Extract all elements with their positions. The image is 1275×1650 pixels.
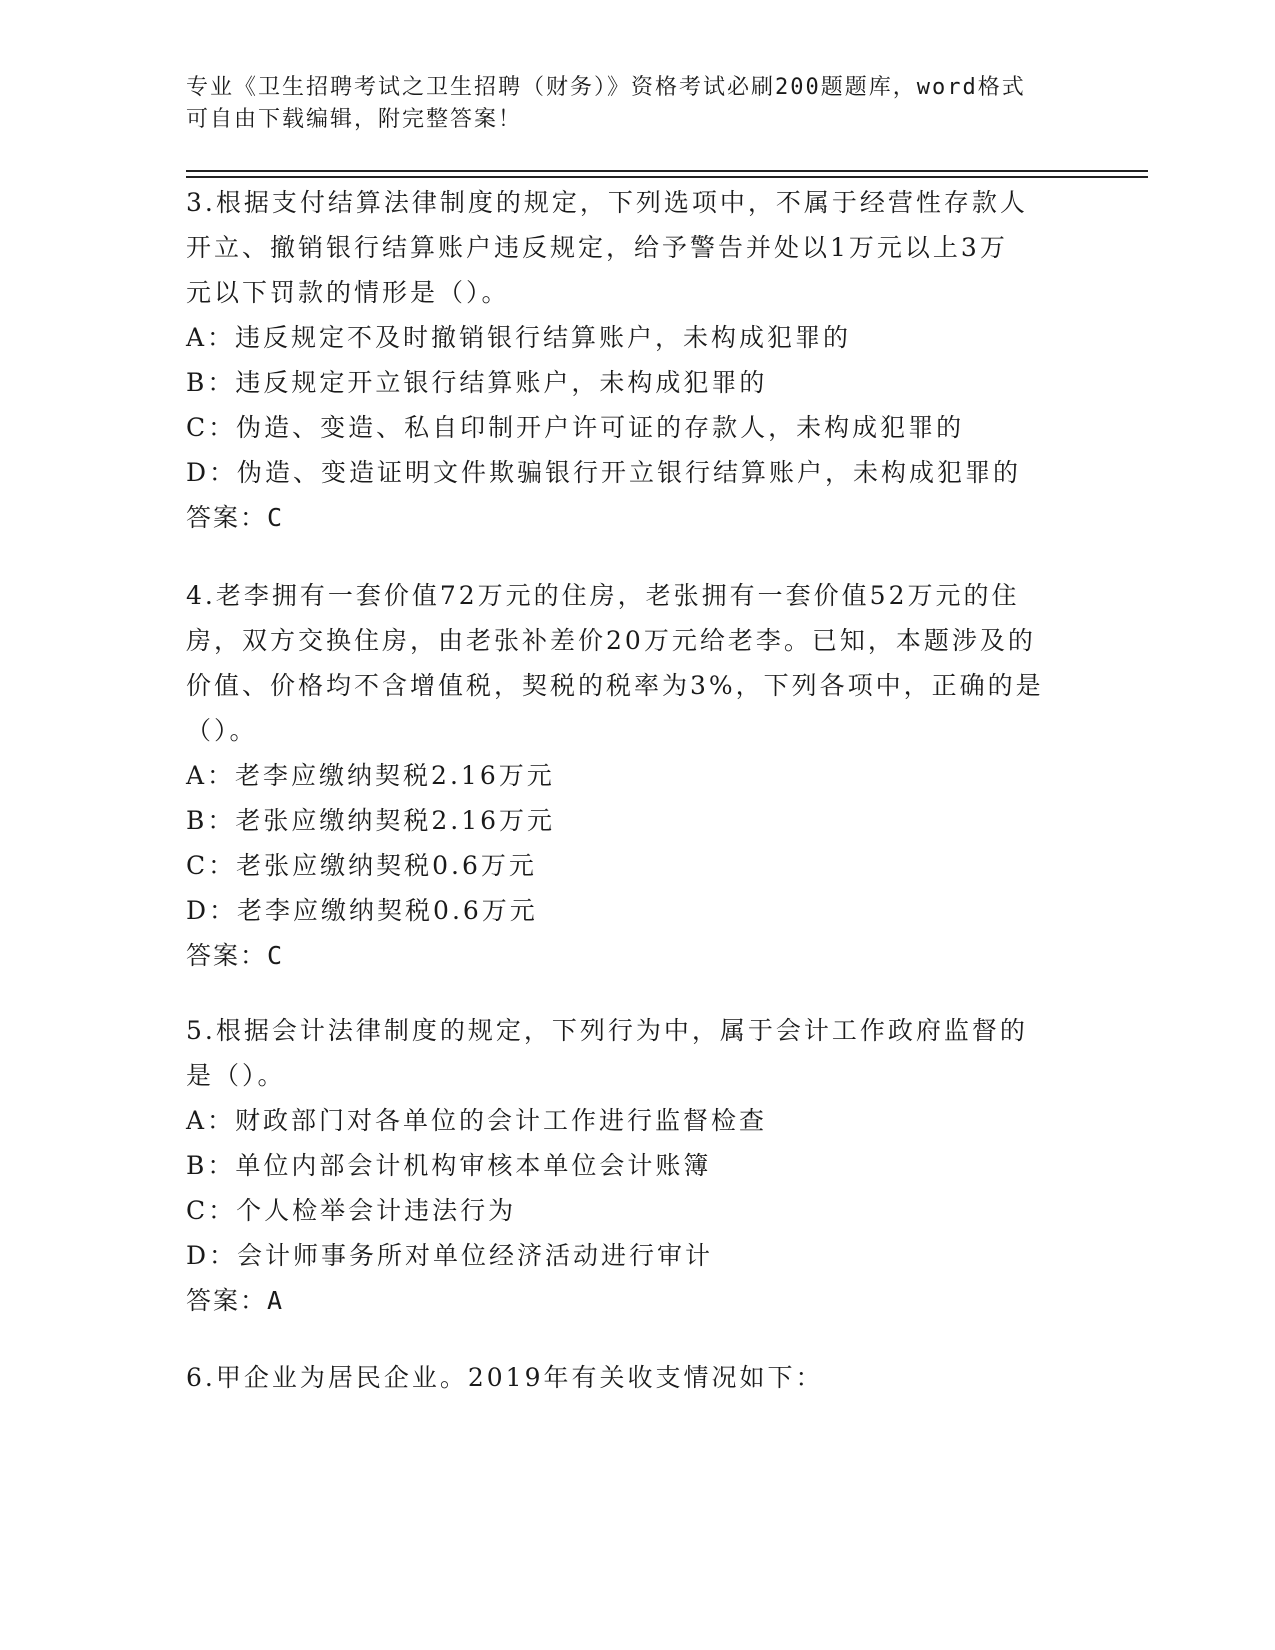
header-title-line-2: 可自由下载编辑，附完整答案！ [186, 107, 523, 132]
question-text-line: 4.老李拥有一套价值72万元的住房，老张拥有一套价值52万元的住 [186, 581, 1020, 610]
question-4 [186, 573, 1066, 978]
question-text-line: （）。 [186, 716, 258, 745]
option-b: B：单位内部会计机构审核本单位会计账簿 [186, 1151, 712, 1180]
question-3 [186, 180, 1066, 540]
option-c: C：伪造、变造、私自印制开户许可证的存款人，未构成犯罪的 [186, 413, 965, 442]
option-a: A：财政部门对各单位的会计工作进行监督检查 [186, 1106, 768, 1135]
option-b: B：违反规定开立银行结算账户，未构成犯罪的 [186, 368, 768, 397]
option-d: D：老李应缴纳契税0.6万元 [186, 896, 538, 925]
answer-label: 答案：C [186, 941, 285, 970]
option-d: D：伪造、变造证明文件欺骗银行开立银行结算账户，未构成犯罪的 [186, 458, 1022, 487]
question-text-line: 5.根据会计法律制度的规定，下列行为中，属于会计工作政府监督的 [186, 1016, 1028, 1045]
answer-label: 答案：C [186, 503, 285, 532]
option-d: D：会计师事务所对单位经济活动进行审计 [186, 1241, 714, 1270]
header-divider-bottom [186, 176, 1148, 178]
question-text-line: 价值、价格均不含增值税，契税的税率为3%，下列各项中，正确的是 [186, 671, 1044, 700]
header-title-line-1: 专业《卫生招聘考试之卫生招聘（财务）》资格考试必刷200题题库，word格式 [186, 75, 1026, 100]
question-6 [186, 1355, 1066, 1400]
option-a: A：违反规定不及时撤销银行结算账户，未构成犯罪的 [186, 323, 852, 352]
question-text-line: 6.甲企业为居民企业。2019年有关收支情况如下： [186, 1363, 824, 1392]
answer-label: 答案：A [186, 1286, 285, 1315]
question-text-line: 是（）。 [186, 1061, 286, 1090]
option-c: C：老张应缴纳契税0.6万元 [186, 851, 537, 880]
option-a: A：老李应缴纳契税2.16万元 [186, 761, 555, 790]
header-divider-top [186, 170, 1148, 172]
question-5 [186, 1008, 1066, 1323]
option-c: C：个人检举会计违法行为 [186, 1196, 517, 1225]
question-text-line: 3.根据支付结算法律制度的规定，下列选项中，不属于经营性存款人 [186, 188, 1028, 217]
question-text-line: 开立、撤销银行结算账户违反规定，给予警告并处以1万元以上3万 [186, 233, 1008, 262]
option-b: B：老张应缴纳契税2.16万元 [186, 806, 556, 835]
question-text-line: 元以下罚款的情形是（）。 [186, 278, 510, 307]
question-text-line: 房，双方交换住房，由老张补差价20万元给老李。已知，本题涉及的 [186, 626, 1036, 655]
